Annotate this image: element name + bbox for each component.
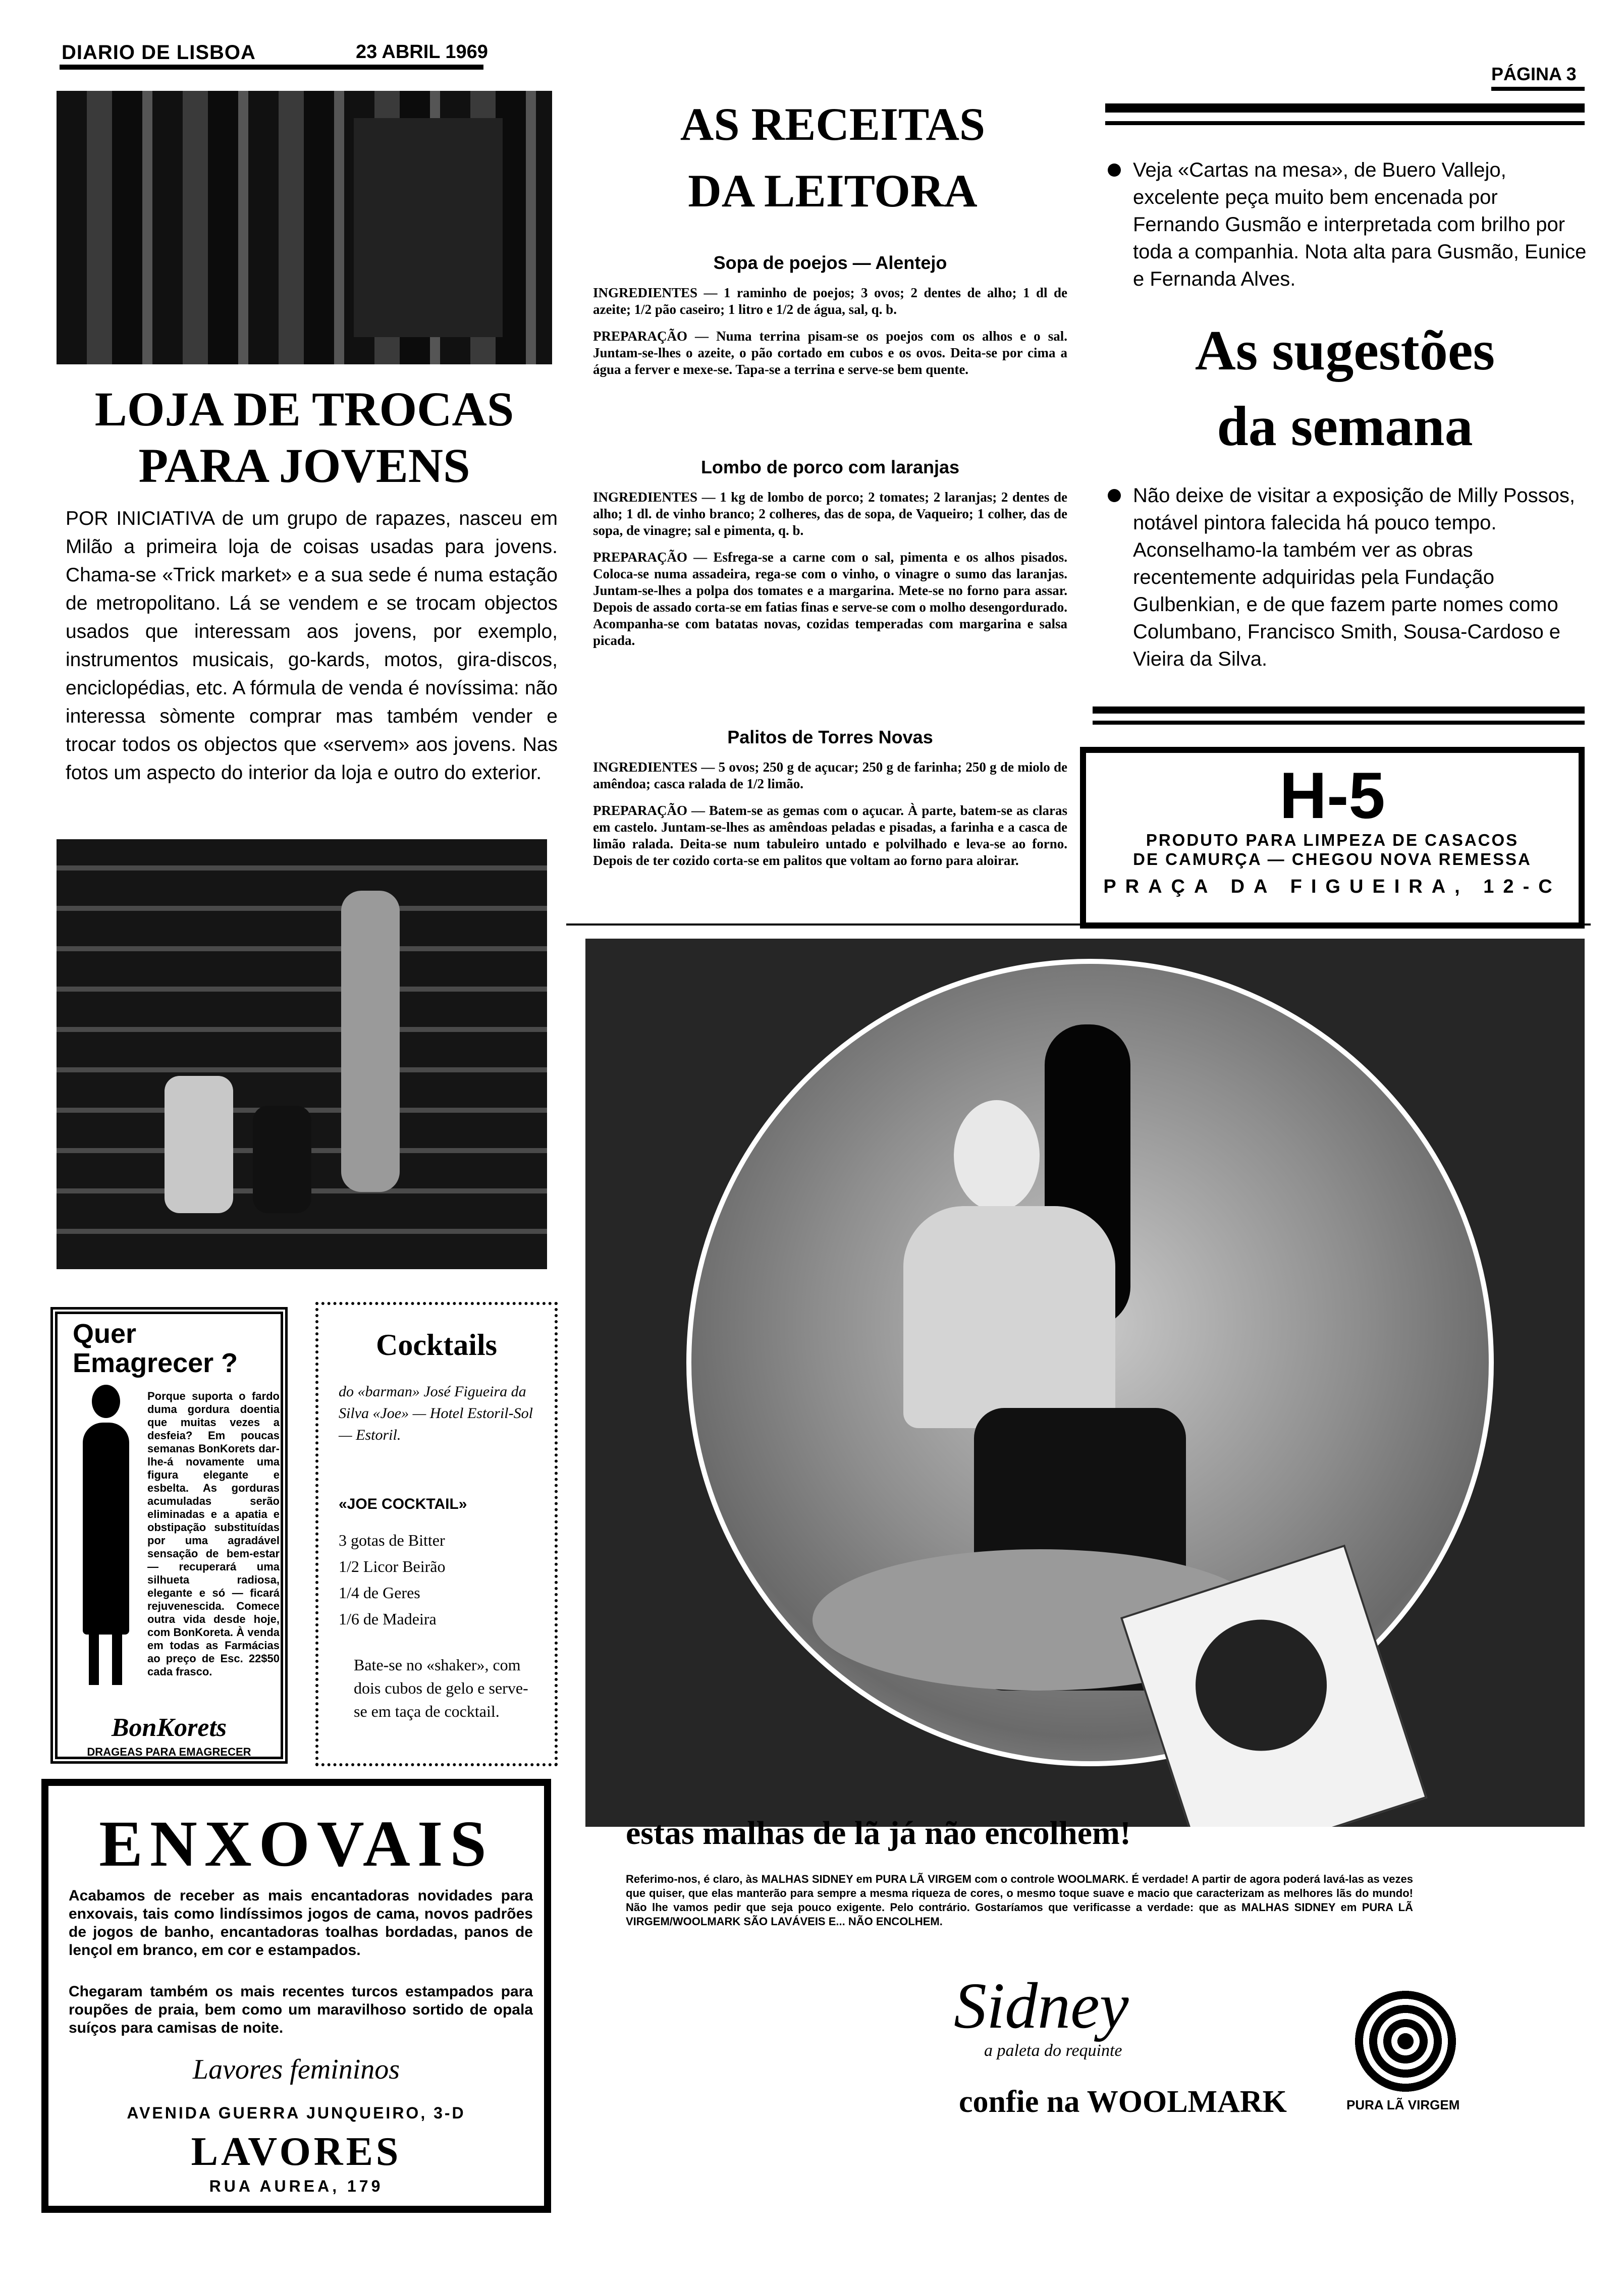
header-rule (60, 65, 483, 70)
cocktails-ingredients (339, 1527, 445, 1632)
cocktails-ingredient-2: 1/2 Licor Beirão (339, 1557, 446, 1575)
recipe-palitos-title: Palitos de Torres Novas (727, 727, 933, 747)
loja-headline (57, 381, 552, 494)
woman-silhouette-icon (68, 1385, 143, 1688)
bonkorets-brand: BonKorets (111, 1713, 227, 1742)
sugestoes-item-2-text: Não deixe de visitar a exposição de Milly Possos, notável pintora falecida há pouco tempo. Aconselhamo-la também ver as obras recentemente adquiridas pela Fundação Gulbenkian, e de que fazem parte nomes como Columbano, Francisco Smith, Sousa-Cardoso e Vieira da Silva. (1133, 484, 1575, 670)
issue-date: 23 ABRIL 1969 (356, 41, 488, 63)
sidney-body: Referimo-nos, é claro, às MALHAS SIDNEY em PURA LÃ VIRGEM com o controle WOOLMARK. É verdade! A partir de agora poderá lavá-las as vezes que quiser, que elas manterão para sempre a mesma riqueza de cores, o mesmo toque suave e macio que caracterizam as melhores lãs do mundo! Não lhe vamos pedir que seja pouco exigente. Pelo contrário. Gostaríamos que verificasse a verdade: que as MALHAS SIDNEY em PURA LÃ VIRGEM/WOOLMARK SÃO LAVÁVEIS E... NÃO ENCOLHEM. (626, 1873, 1413, 1928)
cocktails-ingredient-1: 3 gotas de Bitter (339, 1531, 445, 1549)
store-interior-photo (57, 91, 552, 364)
cocktails-method: Bate-se no «shaker», com dois cubos de gelo e serve-se em taça de cocktail. (354, 1656, 528, 1720)
bullet-icon (1108, 489, 1121, 502)
recipe-palitos-preparation: PREPARAÇÃO — Batem-se as gemas com o açucar. À parte, batem-se as claras em castelo. Juntam-se-lhes as amêndoas peladas e pisadas, a farinha e a casca de limão ralada. Deita-se num tabuleiro untado e polvilhado e leva-se ao forno. Depois de ter cozido corta-se em palitos que voltam ao forno para aloirar. (593, 803, 1067, 868)
sugestoes-item-2 (1108, 482, 1587, 673)
receitas-headline (575, 91, 1090, 224)
enxovais-address-1: AVENIDA GUERRA JUNQUEIRO, 3-D (127, 2104, 466, 2122)
emagrecer-body: Porque suporta o fardo duma gordura doentia que muitas vezes a desfeia? Em poucas semanas BonKorets dar-lhe-á novamente uma figura elegante e esbelta. As gorduras acumuladas serão eliminadas e a apatia e obstipação substituídas por uma agradável sensação de bem-estar — recuperará uma silhueta radiosa, elegante e só — ficará rejuvenescida. Comece outra vida desde hoje, com BonKoreta. À venda em todas as Farmácias ao preço de Esc. 22$50 cada frasco. (147, 1390, 280, 1678)
sugestoes-top-rule-2 (1105, 121, 1585, 125)
cocktails-name: «JOE COCKTAIL» (339, 1496, 467, 1512)
loja-headline-line1: LOJA DE TROCAS (94, 382, 514, 436)
enxovais-signature: Lavores femininos (192, 2054, 400, 2085)
emagrecer-advert (50, 1307, 288, 1764)
sugestoes-top-rule-1 (1105, 103, 1585, 113)
bullet-icon (1108, 164, 1121, 177)
loja-article-body: POR INICIATIVA de um grupo de rapazes, nasceu em Milão a primeira loja de coisas usadas para jovens. Chama-se «Trick market» e a sua sede é numa estação de metropolitano. Lá se vendem e se trocam objectos usados que interessam aos jovens, por exemplo, instrumentos musicais, go-kards, motos, gira-discos, enciclopédias, etc. A fórmula de venda é novíssima: não interessa sòmente comprar mas também vender e trocar todos os objectos que «servem» aos jovens. Nas fotos um aspecto do interior da loja e outro do exterior. (66, 508, 558, 784)
emagrecer-title (73, 1319, 238, 1378)
recipe-sopa (593, 252, 1067, 378)
h5-advert (1080, 747, 1585, 929)
emagrecer-title-line1: Quer (73, 1319, 137, 1349)
sugestoes-headline-line1: As sugestões (1195, 319, 1495, 382)
sugestoes-headline-line2: da semana (1217, 395, 1473, 458)
woolmark-confie: confie na WOOLMARK (959, 2085, 1287, 2119)
woolmark-icon (1352, 1988, 1458, 2094)
recipe-lombo-preparation: PREPARAÇÃO — Esfrega-se a carne com o sal, pimenta e os alhos pisados. Coloca-se numa assadeira, rega-se com o vinho, o vinagre o sumo das laranjas. Juntam-se-lhes a polpa dos tomates e a margarina. Mete-se no forno para assar. Depois de assado corta-se em fatias finas e serve-se com o molho desengordurado. Acompanha-se com batatas novas, cozidas temperadas com margarina e salsa picada. (593, 550, 1067, 648)
cocktails-box (315, 1302, 558, 1766)
receitas-headline-line1: AS RECEITAS (680, 98, 986, 150)
sugestoes-item-1 (1108, 156, 1587, 293)
h5-line3: PRAÇA DA FIGUEIRA, 12-C (1103, 876, 1561, 897)
sugestoes-bottom-rule-1 (1093, 706, 1585, 714)
recipe-palitos-ingredients: INGREDIENTES — 5 ovos; 250 g de açucar; 250 g de farinha; 250 g de miolo de amêndoa; casca ralada de 1/2 limão. (593, 759, 1067, 791)
page-rule (1491, 87, 1585, 91)
recipe-sopa-title: Sopa de poejos — Alentejo (713, 252, 947, 273)
enxovais-address-2: RUA AUREA, 179 (209, 2177, 384, 2195)
loja-headline-line2: PARA JOVENS (138, 439, 470, 493)
enxovais-title: ENXOVAIS (99, 1808, 494, 1880)
h5-line2: DE CAMURÇA — CHEGOU NOVA REMESSA (1133, 850, 1532, 868)
page-number: PÁGINA 3 (1491, 64, 1577, 84)
cocktails-title: Cocktails (376, 1328, 497, 1362)
emagrecer-title-line2: Emagrecer ? (73, 1348, 238, 1378)
woolmark-pura: PURA LÃ VIRGEM (1346, 2097, 1460, 2112)
recipe-sopa-preparation: PREPARAÇÃO — Numa terrina pisam-se os poejos com os alhos e o sal. Juntam-se-lhes o azeite, o pão cortado em cubos e os ovos. Deita-se por cima a água a ferver e mexe-se. Tapa-se a terrina e serve-se bem quente. (593, 329, 1067, 377)
enxovais-body-2: Chegaram também os mais recentes turcos estampados para roupões de praia, bem como um maravilhoso sortido de opala suíços para camisas de noite. (69, 1983, 533, 2036)
recipe-lombo-ingredients: INGREDIENTES — 1 kg de lombo de porco; 2 tomates; 2 laranjas; 2 dentes de alho; 1 dl. de vinho branco; 2 colheres, das de sopa, de Vaqueiro; 1 colher, das de sopa, de vinagre; sal e pimenta, q. b. (593, 490, 1067, 538)
cocktails-ingredient-3: 1/4 de Geres (339, 1584, 420, 1602)
sugestoes-headline (1105, 313, 1585, 464)
fashion-photo (585, 939, 1585, 1827)
cocktails-ingredient-4: 1/6 de Madeira (339, 1610, 437, 1628)
receitas-headline-line2: DA LEITORA (688, 165, 978, 216)
store-exterior-photo (57, 839, 547, 1269)
sidney-headline: estas malhas de lã já não encolhem! (626, 1815, 1131, 1852)
enxovais-body-1: Acabamos de receber as mais encantadoras novidades para enxovais, tais como lindíssimos jogos de cama, novos padrões de jogos de banho, encantadoras toalhas bordadas, panos de lençol em branco, em cor e estampados. (69, 1887, 533, 1959)
recipe-lombo (593, 457, 1067, 649)
bonkorets-tagline: DRAGEAS PARA EMAGRECER (87, 1746, 251, 1758)
h5-line1: PRODUTO PARA LIMPEZA DE CASACOS (1146, 831, 1519, 849)
sidney-advert (580, 939, 1587, 2185)
recipe-palitos (593, 727, 1067, 869)
sugestoes-bottom-rule-2 (1093, 721, 1585, 725)
recipe-sopa-ingredients: INGREDIENTES — 1 raminho de poejos; 3 ovos; 2 dentes de alho; 1 dl de azeite; 1/2 pão caseiro; 1 litro e 1/2 de água, sal, q. b. (593, 285, 1067, 317)
enxovais-advert (41, 1779, 551, 2213)
sugestoes-item-1-text: Veja «Cartas na mesa», de Buero Vallejo, excelente peça muito bem encenada por Fernando Gusmão e interpretada com brilho por toda a companhia. Nota alta para Gusmão, Eunice e Fernanda Alves. (1133, 159, 1587, 290)
sidney-slogan: a paleta do requinte (984, 2041, 1122, 2060)
h5-title: H-5 (1279, 758, 1385, 832)
cocktails-byline: do «barman» José Figueira da Silva «Joe» — Hotel Estoril-Sol — Estoril. (339, 1383, 533, 1443)
sidney-logo: Sidney (954, 1970, 1129, 2042)
lavores-brand: LAVORES (191, 2130, 402, 2174)
recipe-lombo-title: Lombo de porco com laranjas (700, 457, 960, 477)
masthead: DIARIO DE LISBOA (62, 41, 256, 64)
